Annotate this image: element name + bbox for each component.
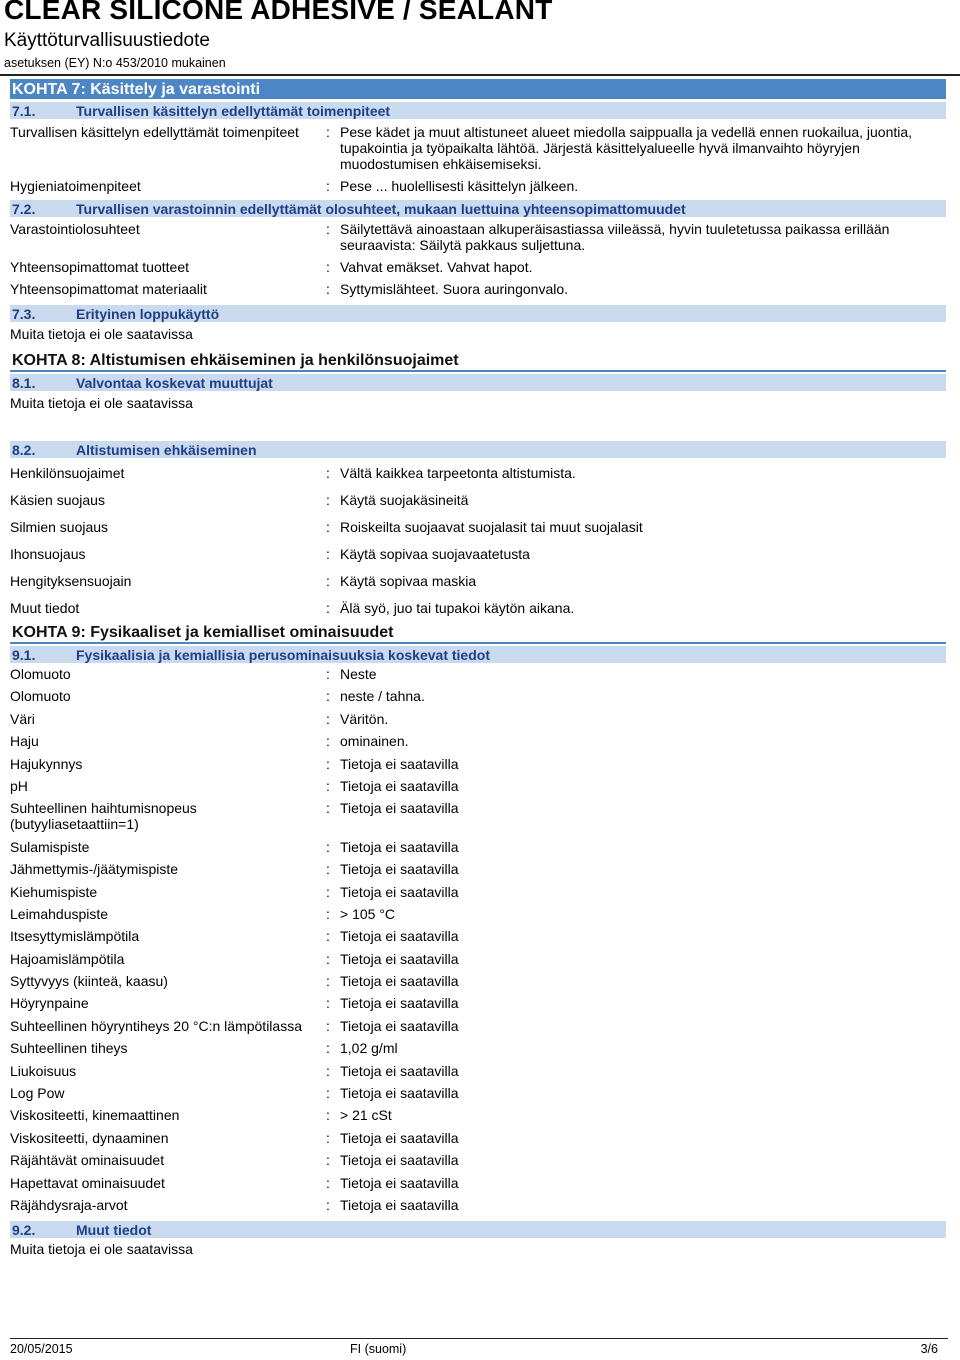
subsection-number: 7.2. xyxy=(12,201,36,217)
property-label: Liukoisuus xyxy=(10,1062,77,1079)
property-value: Tietoja ei saatavilla xyxy=(340,1196,459,1213)
property-row xyxy=(10,465,946,481)
property-value: Pese ... huolellisesti käsittelyn jälkeen. xyxy=(340,178,579,194)
subsection-number: 8.2. xyxy=(12,442,36,458)
regulation-note: asetuksen (EY) N:o 453/2010 mukainen xyxy=(4,56,226,70)
subsection-title: Turvallisen varastoinnin edellyttämät olosuhteet, mukaan luettuina yhteensopimattomuudet xyxy=(76,201,686,217)
property-label: Leimahduspiste xyxy=(10,905,109,922)
property-separator: : xyxy=(326,492,330,508)
property-separator: : xyxy=(326,281,330,297)
property-value: Tietoja ei saatavilla xyxy=(340,1152,459,1169)
property-label: Jähmettymis-/jäätymispiste xyxy=(10,861,179,878)
property-separator: : xyxy=(326,519,330,535)
property-value: Tietoja ei saatavilla xyxy=(340,973,459,990)
property-separator: : xyxy=(326,1196,330,1213)
document-subtitle: Käyttöturvallisuustiedote xyxy=(4,30,210,51)
property-value: Tietoja ei saatavilla xyxy=(340,755,459,772)
property-label: Hajukynnys xyxy=(10,755,83,772)
subsection-7-2-heading xyxy=(10,200,946,217)
subsection-title: Turvallisen käsittelyn edellyttämät toimenpiteet xyxy=(76,103,391,119)
subsection-7-3-heading xyxy=(10,305,946,322)
property-row xyxy=(10,281,946,297)
subsection-9-2-text: Muita tietoja ei ole saatavissa xyxy=(10,1240,193,1257)
property-row xyxy=(10,861,946,877)
property-row xyxy=(10,124,946,172)
property-label: Varastointiolosuhteet xyxy=(10,221,140,237)
property-value: Roiskeilta suojaavat suojalasit tai muut suojalasit xyxy=(340,519,643,535)
property-row xyxy=(10,951,946,967)
property-label: Olomuoto xyxy=(10,688,71,705)
property-separator: : xyxy=(326,666,330,682)
property-separator: : xyxy=(326,973,330,990)
property-separator: : xyxy=(326,124,330,140)
property-label: Väri xyxy=(10,710,35,727)
property-label: Yhteensopimattomat materiaalit xyxy=(10,281,207,297)
property-label: Hajoamislämpötila xyxy=(10,950,125,967)
property-separator: : xyxy=(326,733,330,750)
footer-date: 20/05/2015 xyxy=(10,1342,73,1356)
property-label: Olomuoto xyxy=(10,666,71,682)
subsection-number: 9.1. xyxy=(12,647,36,663)
subsection-title: Valvontaa koskevat muuttujat xyxy=(76,375,273,391)
property-value: Tietoja ei saatavilla xyxy=(340,928,459,945)
property-value: Tietoja ei saatavilla xyxy=(340,1017,459,1034)
property-separator: : xyxy=(326,178,330,194)
property-separator: : xyxy=(326,1174,330,1191)
property-separator: : xyxy=(326,221,330,237)
property-value: Tietoja ei saatavilla xyxy=(340,861,459,878)
property-row xyxy=(10,778,946,794)
section-8-heading: KOHTA 8: Altistumisen ehkäiseminen ja henkilönsuojaimet xyxy=(10,350,946,372)
property-separator: : xyxy=(326,777,330,794)
document-body xyxy=(10,79,946,1257)
property-value: Syttymislähteet. Suora auringonvalo. xyxy=(340,281,569,297)
subsection-7-3-text: Muita tietoja ei ole saatavissa xyxy=(10,326,193,342)
property-separator: : xyxy=(326,546,330,562)
property-row xyxy=(10,600,946,616)
subsection-title: Muut tiedot xyxy=(76,1221,152,1238)
property-label: Viskositeetti, dynaaminen xyxy=(10,1129,169,1146)
subsection-9-2-heading xyxy=(10,1221,946,1238)
property-label: Kiehumispiste xyxy=(10,883,98,900)
subsection-title: Fysikaalisia ja kemiallisia perusominaisuuksia koskevat tiedot xyxy=(76,647,490,663)
property-separator: : xyxy=(326,259,330,275)
property-value: Tietoja ei saatavilla xyxy=(340,1062,459,1079)
property-value: Käytä sopivaa suojavaatetusta xyxy=(340,546,530,562)
property-label: Ihonsuojaus xyxy=(10,546,86,562)
subsection-number: 7.1. xyxy=(12,103,36,119)
property-value: Tietoja ei saatavilla xyxy=(340,800,459,817)
property-value: Vahvat emäkset. Vahvat hapot. xyxy=(340,259,533,275)
subsection-title: Erityinen loppukäyttö xyxy=(76,306,220,322)
property-value: Tietoja ei saatavilla xyxy=(340,1174,459,1191)
section-7-heading: KOHTA 7: Käsittely ja varastointi xyxy=(10,79,946,99)
subsection-9-1-heading xyxy=(10,646,946,663)
property-label: Viskositeetti, kinemaattinen xyxy=(10,1107,180,1124)
property-row xyxy=(10,1152,946,1168)
property-row xyxy=(10,1018,946,1034)
document-title: CLEAR SILICONE ADHESIVE / SEALANT xyxy=(4,0,553,25)
subsection-number: 7.3. xyxy=(12,306,36,322)
property-row xyxy=(10,756,946,772)
property-value: Tietoja ei saatavilla xyxy=(340,777,459,794)
property-row xyxy=(10,733,946,749)
property-row xyxy=(10,666,946,682)
property-row xyxy=(10,688,946,704)
subsection-number: 8.1. xyxy=(12,375,36,391)
property-value: ominainen. xyxy=(340,733,409,750)
property-row xyxy=(10,178,946,194)
property-separator: : xyxy=(326,600,330,616)
property-separator: : xyxy=(326,1017,330,1034)
subsection-7-2-rows xyxy=(10,221,946,297)
property-row xyxy=(10,492,946,508)
property-separator: : xyxy=(326,1152,330,1169)
property-row xyxy=(10,906,946,922)
property-value: > 21 cSt xyxy=(340,1107,392,1124)
property-label: Itsesyttymislämpötila xyxy=(10,928,140,945)
property-label: Syttyvyys (kiinteä, kaasu) xyxy=(10,973,168,990)
subsection-9-1-rows xyxy=(10,666,946,1213)
property-separator: : xyxy=(326,1040,330,1057)
property-separator: : xyxy=(326,950,330,967)
property-row xyxy=(10,1175,946,1191)
property-row xyxy=(10,1085,946,1101)
property-label: Sulamispiste xyxy=(10,838,90,855)
property-value: Säilytettävä ainoastaan alkuperäisastiassa viileässä, hyvin tuuletetussa paikassa erillään seuraavista: Säilytä pakkaus suljettuna. xyxy=(340,221,890,253)
property-row xyxy=(10,973,946,989)
property-row xyxy=(10,573,946,589)
property-value: Tietoja ei saatavilla xyxy=(340,950,459,967)
property-row xyxy=(10,259,946,275)
property-label: Räjähtävät ominaisuudet xyxy=(10,1152,165,1169)
property-label: Höyrynpaine xyxy=(10,995,89,1012)
property-row xyxy=(10,800,946,832)
property-value: Tietoja ei saatavilla xyxy=(340,1129,459,1146)
property-value: Pese kädet ja muut altistuneet alueet miedolla saippualla ja vedellä ennen ruokailua, juontia, tupakointia ja työpaikalta lähtöä. Järjestä käsittelyalueelle hyvä ilmanvaihto höyryjen muodostumisen ehkäisemiseksi. xyxy=(340,124,913,172)
subsection-title: Altistumisen ehkäiseminen xyxy=(76,442,257,458)
property-separator: : xyxy=(326,905,330,922)
subsection-8-1-text: Muita tietoja ei ole saatavissa xyxy=(10,395,193,411)
property-value: Väritön. xyxy=(340,710,389,727)
property-separator: : xyxy=(326,883,330,900)
footer-divider xyxy=(10,1338,948,1339)
property-label: Yhteensopimattomat tuotteet xyxy=(10,259,189,275)
property-separator: : xyxy=(326,573,330,589)
property-row xyxy=(10,1197,946,1213)
property-label: Suhteellinen höyryntiheys 20 °C:n lämpötilassa xyxy=(10,1017,302,1034)
property-label: Turvallisen käsittelyn edellyttämät toimenpiteet xyxy=(10,124,299,140)
property-separator: : xyxy=(326,465,330,481)
subsection-7-1-rows xyxy=(10,124,946,194)
property-value: neste / tahna. xyxy=(340,688,425,705)
property-value: Tietoja ei saatavilla xyxy=(340,838,459,855)
property-label: Käsien suojaus xyxy=(10,492,105,508)
property-value: Tietoja ei saatavilla xyxy=(340,883,459,900)
property-label: Haju xyxy=(10,733,39,750)
property-row xyxy=(10,711,946,727)
property-row xyxy=(10,1130,946,1146)
property-label: Räjähdysraja-arvot xyxy=(10,1196,128,1213)
section-9-heading: KOHTA 9: Fysikaaliset ja kemialliset ominaisuudet xyxy=(10,622,946,644)
property-value: Neste xyxy=(340,666,377,682)
property-separator: : xyxy=(326,928,330,945)
property-row xyxy=(10,1107,946,1123)
property-label: Silmien suojaus xyxy=(10,519,109,535)
property-separator: : xyxy=(326,688,330,705)
property-value: Käytä suojakäsineitä xyxy=(340,492,469,508)
property-row xyxy=(10,1040,946,1056)
property-separator: : xyxy=(326,838,330,855)
subsection-8-1-heading xyxy=(10,374,946,391)
property-label: Henkilönsuojaimet xyxy=(10,465,125,481)
property-separator: : xyxy=(326,755,330,772)
property-row xyxy=(10,839,946,855)
subsection-8-2-rows xyxy=(10,465,946,616)
property-row xyxy=(10,884,946,900)
property-label: Hapettavat ominaisuudet xyxy=(10,1174,165,1191)
property-label: Muut tiedot xyxy=(10,600,80,616)
property-separator: : xyxy=(326,861,330,878)
property-value: Käytä sopivaa maskia xyxy=(340,573,477,589)
property-separator: : xyxy=(326,1107,330,1124)
property-separator: : xyxy=(326,995,330,1012)
property-label: Hygieniatoimenpiteet xyxy=(10,178,141,194)
property-label: pH xyxy=(10,777,28,794)
property-value: > 105 °C xyxy=(340,905,396,922)
property-label: Log Pow xyxy=(10,1085,65,1102)
header-divider xyxy=(0,74,960,76)
property-value: Tietoja ei saatavilla xyxy=(340,995,459,1012)
property-row xyxy=(10,546,946,562)
property-label: Hengityksensuojain xyxy=(10,573,132,589)
property-value: 1,02 g/ml xyxy=(340,1040,398,1057)
property-separator: : xyxy=(326,1062,330,1079)
subsection-8-2-heading xyxy=(10,441,946,458)
property-separator: : xyxy=(326,710,330,727)
property-value: Älä syö, juo tai tupakoi käytön aikana. xyxy=(340,600,575,616)
property-value: Vältä kaikkea tarpeetonta altistumista. xyxy=(340,465,576,481)
property-row xyxy=(10,995,946,1011)
property-label: Suhteellinen tiheys xyxy=(10,1040,128,1057)
footer-page-number: 3/6 xyxy=(920,1342,938,1356)
property-row xyxy=(10,1063,946,1079)
property-value: Tietoja ei saatavilla xyxy=(340,1085,459,1102)
property-separator: : xyxy=(326,800,330,817)
property-row xyxy=(10,928,946,944)
property-separator: : xyxy=(326,1085,330,1102)
property-separator: : xyxy=(326,1129,330,1146)
property-row xyxy=(10,519,946,535)
subsection-7-1-heading xyxy=(10,102,946,119)
property-label: Suhteellinen haihtumisnopeus (butyyliasetaattiin=1) xyxy=(10,800,197,833)
property-row xyxy=(10,221,946,253)
footer-language: FI (suomi) xyxy=(350,1342,407,1356)
subsection-number: 9.2. xyxy=(12,1221,36,1238)
